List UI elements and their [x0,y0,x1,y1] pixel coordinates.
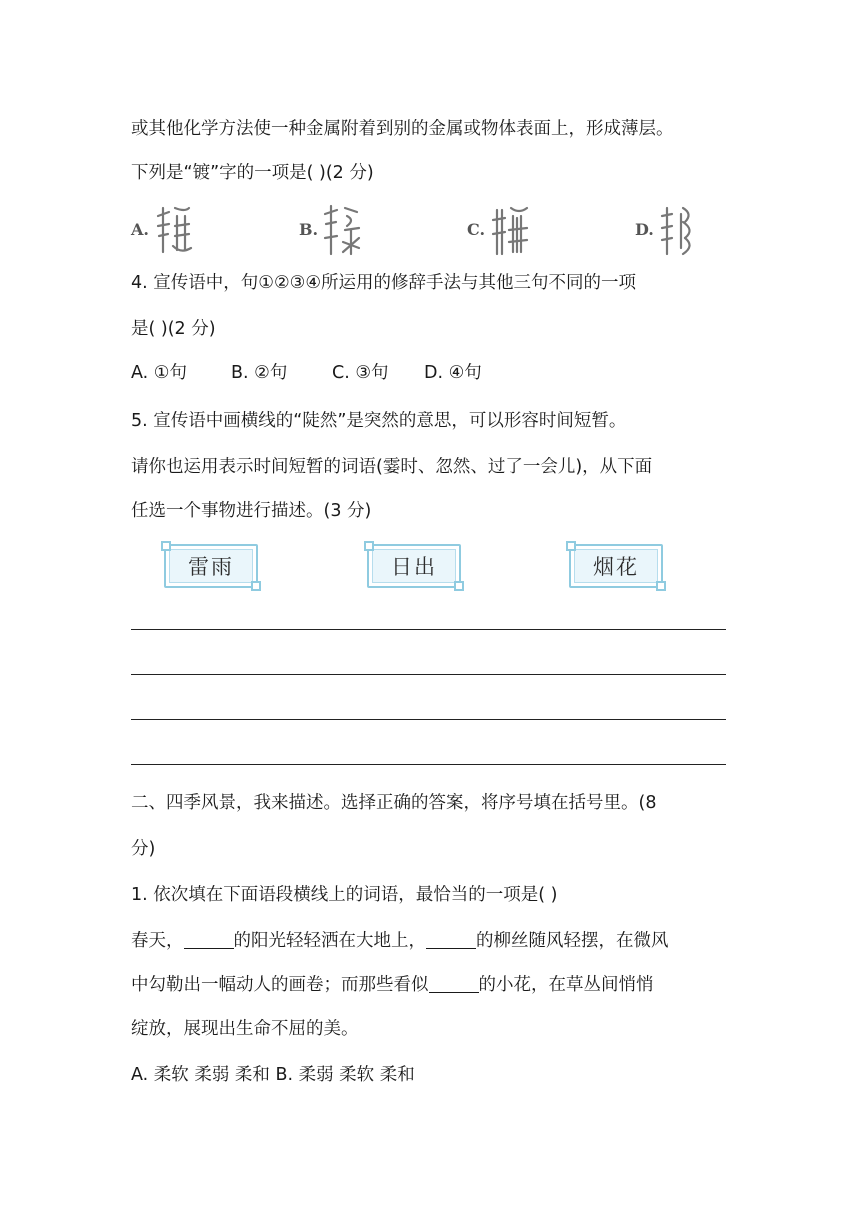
question-5-line-3: 任选一个事物进行描述。(3 分) [131,501,372,521]
question-5-line-1: 5. 宣传语中画横线的“陡然”是突然的意思，可以形容时间短暂。 [131,411,627,431]
card-fireworks[interactable]: 烟花 [569,544,663,588]
option-letter: D. [635,220,654,239]
answer-line[interactable] [131,629,726,630]
option-letter: B. [299,220,319,239]
paragraph-line-2 [131,974,654,996]
question-1-options[interactable]: A. 柔软 柔弱 柔和 B. 柔弱 柔软 柔和 [131,1065,415,1085]
question-4-line-1: 4. 宣传语中，句①②③④所运用的修辞手法与其他三句不同的一项 [131,273,637,293]
ancient-glyph-c-icon [491,202,531,258]
answer-line[interactable] [131,764,726,765]
fill-blank-1[interactable] [184,930,234,949]
text-line-1: 或其他化学方法使一种金属附着到别的金属或物体表面上，形成薄层。 [131,119,674,139]
option-b[interactable]: B. ②句 [231,363,288,383]
text-segment: 的阳光轻轻洒在大地上， [233,931,426,951]
question-5-line-2: 请你也运用表示时间短暂的词语(霎时、忽然、过了一会儿)，从下面 [131,457,653,477]
fill-blank-3[interactable] [429,974,479,993]
answer-line[interactable] [131,674,726,675]
section-2-heading-cont: 分) [131,839,156,859]
text-segment: 的柳丝随风轻摆，在微风 [476,931,669,951]
question-4-line-2: 是( )(2 分) [131,319,216,339]
card-sunrise[interactable]: 日出 [367,544,461,588]
question-3-stem: 下列是“镀”字的一项是( )(2 分) [131,163,374,183]
option-d[interactable]: D. ④句 [424,363,482,383]
question-1-stem: 1. 依次填在下面语段横线上的词语，最恰当的一项是( ) [131,885,558,905]
answer-line[interactable] [131,719,726,720]
fill-blank-2[interactable] [426,930,476,949]
paragraph-line-3: 绽放，展现出生命不屈的美。 [131,1019,359,1039]
text-segment: 中勾勒出一幅动人的画卷；而那些看似 [131,975,429,995]
option-letter: A. [131,220,149,239]
glyph-options [131,202,731,262]
ancient-glyph-d-icon [659,202,699,258]
section-2-heading: 二、四季风景，我来描述。选择正确的答案，将序号填在括号里。(8 [131,793,657,813]
paragraph-line-1 [131,930,669,952]
option-c[interactable]: C. ③句 [332,363,389,383]
option-letter: C. [467,220,486,239]
card-thunderstorm[interactable]: 雷雨 [164,544,258,588]
ancient-glyph-a-icon [155,202,195,258]
ancient-glyph-b-icon [323,202,363,258]
text-segment: 春天， [131,931,184,951]
text-segment: 的小花，在草丛间悄悄 [478,975,654,995]
option-a[interactable]: A. ①句 [131,363,187,383]
